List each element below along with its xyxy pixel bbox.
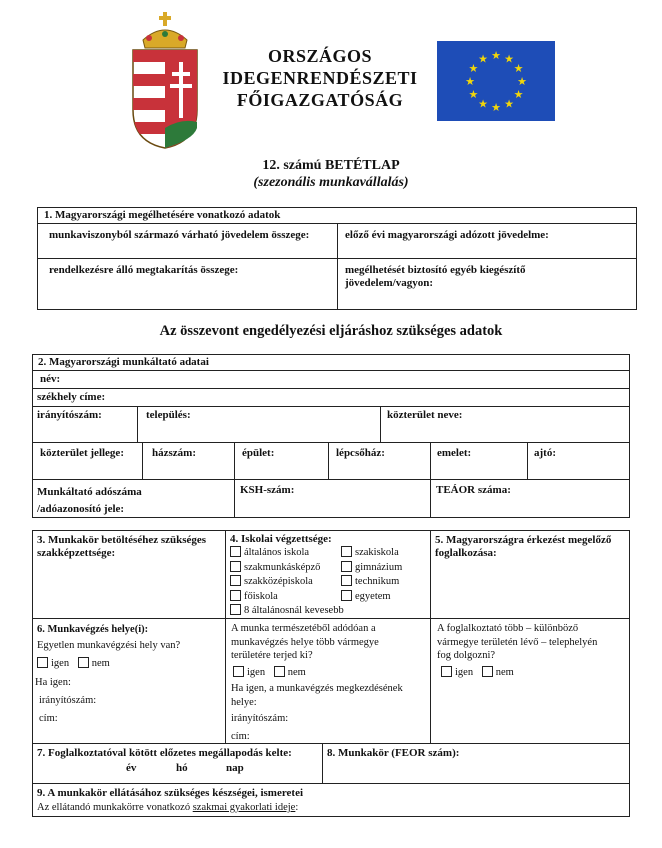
house-number-field[interactable]: házszám: xyxy=(152,447,196,459)
practice-time-suffix: : xyxy=(295,802,299,813)
yes-label: igen xyxy=(247,666,266,678)
checkbox-icon[interactable] xyxy=(233,666,244,677)
start-place-label: helye: xyxy=(231,696,257,708)
feor-number-field[interactable]: 8. Munkakör (FEOR szám): xyxy=(327,747,460,759)
public-area-name-field[interactable]: közterület neve: xyxy=(387,409,463,421)
single-workplace-question: Egyetlen munkavégzési hely van? xyxy=(37,640,181,651)
other-income-label: jövedelem/vagyon: xyxy=(345,277,433,289)
multi-county-question: munkavégzés helye több vármegye xyxy=(231,636,379,648)
education-option[interactable] xyxy=(341,590,402,605)
agreement-month-field[interactable]: hó xyxy=(176,762,188,774)
education-option[interactable] xyxy=(341,546,402,561)
workplace-address-field[interactable]: cím: xyxy=(39,713,58,724)
floor-field[interactable]: emelet: xyxy=(437,447,472,459)
multi-site-question: A foglalkoztató több – különböző xyxy=(437,623,579,634)
combined-procedure-heading: Az összevont engedélyezési eljáráshoz szükséges adatok xyxy=(159,323,503,339)
education-option-label: technikum xyxy=(355,576,400,587)
eu-star-icon: ★ xyxy=(504,97,514,111)
education-option[interactable] xyxy=(230,546,344,561)
section3-qualification-field[interactable] xyxy=(37,534,206,560)
section4-heading: 4. Iskolai végzettsége: xyxy=(230,533,332,545)
checkbox-icon[interactable] xyxy=(341,546,352,557)
ksh-number-field[interactable]: KSH-szám: xyxy=(240,484,295,496)
postcode-field[interactable]: irányítószám: xyxy=(37,409,102,421)
section9-heading: 9. A munkakör ellátásához szükséges készségei, ismeretei xyxy=(37,787,304,799)
agency-name-line: FŐIGAZGATÓSÁG xyxy=(236,90,404,110)
eu-star-icon: ★ xyxy=(513,88,524,101)
checkbox-icon[interactable] xyxy=(274,666,285,677)
workplace-postcode-field[interactable]: irányítószám: xyxy=(39,695,97,706)
education-option-label: általános iskola xyxy=(244,547,310,558)
checkbox-icon[interactable] xyxy=(230,546,241,557)
agency-name-line: ORSZÁGOS xyxy=(267,46,373,66)
single-workplace-options xyxy=(37,656,180,672)
checkbox-icon[interactable] xyxy=(230,561,241,572)
section5-label: foglalkozása: xyxy=(435,547,497,559)
education-left-options xyxy=(230,546,344,619)
practice-time-prefix: Az ellátandó munkakörre vonatkozó xyxy=(37,802,193,813)
multi-site-question: vármegye területén lévő – telephelyén xyxy=(437,636,598,648)
eu-star-icon: ★ xyxy=(504,52,514,66)
multi-site-question: fog dolgozni? xyxy=(437,650,496,661)
no-label: nem xyxy=(495,666,514,678)
teaor-number-field[interactable]: TEÁOR száma: xyxy=(436,484,511,496)
agency-name-line: IDEGENRENDÉSZETI xyxy=(222,68,418,88)
education-option[interactable] xyxy=(230,561,344,576)
education-option[interactable] xyxy=(230,575,344,590)
education-option[interactable] xyxy=(230,604,344,619)
checkbox-icon[interactable] xyxy=(37,657,48,668)
section1-heading: 1. Magyarországi megélhetésére vonatkozó adatok xyxy=(44,209,281,221)
education-option[interactable] xyxy=(341,575,402,590)
education-option-label: egyetem xyxy=(355,590,391,602)
checkbox-icon[interactable] xyxy=(230,575,241,586)
section3-label: 3. Munkakör betöltéséhez szükséges xyxy=(37,534,207,546)
door-field[interactable]: ajtó: xyxy=(534,447,556,459)
practice-time-underlined: szakmai gyakorlati ideje xyxy=(192,802,296,813)
staircase-field[interactable]: lépcsőház: xyxy=(336,447,385,459)
practice-time-field[interactable] xyxy=(37,801,298,814)
eu-star-icon: ★ xyxy=(468,62,479,75)
eu-flag xyxy=(437,41,555,121)
other-income-field[interactable] xyxy=(345,264,526,290)
multi-county-options xyxy=(233,666,403,680)
income-employment-field[interactable]: munkaviszonyból származó várható jövedelem összege: xyxy=(49,229,310,241)
employer-seat-field[interactable]: székhely címe: xyxy=(37,391,106,403)
agreement-day-field[interactable]: nap xyxy=(226,762,244,774)
yes-label: igen xyxy=(455,666,474,678)
section3-label: szakképzettsége: xyxy=(37,547,116,559)
eu-star-icon: ★ xyxy=(478,52,488,66)
checkbox-icon[interactable] xyxy=(441,666,452,677)
multi-county-question: A munka természetéből adódóan a xyxy=(231,623,376,634)
settlement-field[interactable]: település: xyxy=(146,409,191,421)
education-option-label: szakiskola xyxy=(355,547,399,558)
education-option-label: főiskola xyxy=(244,590,278,602)
multi-county-question: területére terjed ki? xyxy=(231,650,313,661)
public-area-type-field[interactable]: közterület jellege: xyxy=(40,447,124,459)
education-right-options xyxy=(341,546,402,604)
multi-site-options xyxy=(441,666,597,680)
yes-label: igen xyxy=(51,658,70,669)
checkbox-icon[interactable] xyxy=(230,590,241,601)
checkbox-icon[interactable] xyxy=(341,575,352,586)
checkbox-icon[interactable] xyxy=(341,590,352,601)
eu-star-icon: ★ xyxy=(465,75,475,88)
previous-year-income-field[interactable]: előző évi magyarországi adózott jövedelme: xyxy=(345,229,549,241)
section5-label: 5. Magyarországra érkezést megelőző xyxy=(435,534,612,546)
education-option[interactable] xyxy=(341,561,402,576)
agreement-year-field[interactable]: év xyxy=(126,762,137,774)
eu-star-icon: ★ xyxy=(517,75,527,88)
agency-name xyxy=(215,45,425,111)
section6-multi-county xyxy=(231,622,403,743)
section6-multi-site xyxy=(437,622,597,679)
eu-star-icon: ★ xyxy=(478,97,488,111)
employer-name-field[interactable]: név: xyxy=(40,373,61,385)
section7-heading: 7. Foglalkoztatóval kötött előzetes megállapodás kelte: xyxy=(37,747,292,759)
eu-star-icon: ★ xyxy=(513,62,524,75)
eu-star-icon: ★ xyxy=(491,101,501,114)
checkbox-icon[interactable] xyxy=(230,604,241,615)
employer-tax-field[interactable] xyxy=(37,484,142,518)
eu-star-icon: ★ xyxy=(468,88,479,101)
section2-heading: 2. Magyarországi munkáltató adatai xyxy=(38,356,209,368)
checkbox-icon[interactable] xyxy=(78,657,89,668)
start-place-postcode-field[interactable]: irányítószám: xyxy=(231,713,289,724)
eu-star-icon: ★ xyxy=(491,49,501,62)
section5-previous-occupation-field[interactable] xyxy=(435,534,611,560)
education-option-label: szakközépiskola xyxy=(244,576,313,587)
hungarian-coat-of-arms xyxy=(125,10,205,150)
other-income-label: megélhetését biztosító egyéb kiegészítő xyxy=(345,264,526,276)
checkbox-icon[interactable] xyxy=(341,561,352,572)
employer-tax-label: Munkáltató adószáma xyxy=(37,486,142,498)
education-option-label: szakmunkásképző xyxy=(244,561,321,573)
education-option[interactable] xyxy=(230,590,344,605)
no-label: nem xyxy=(91,658,110,669)
savings-field[interactable]: rendelkezésre álló megtakarítás összege: xyxy=(49,264,239,276)
section6-heading: 6. Munkavégzés helye(i): xyxy=(37,624,149,635)
form-subtitle: (szezonális munkavállalás) xyxy=(253,175,409,190)
form-title: 12. számú BETÉTLAP xyxy=(262,158,400,173)
employer-tax-label: /adóazonosító jele: xyxy=(37,503,125,515)
start-place-address-field[interactable]: cím: xyxy=(231,730,250,742)
start-place-label: Ha igen, a munkavégzés megkezdésének xyxy=(231,683,403,694)
if-yes-label: Ha igen: xyxy=(35,677,71,688)
checkbox-icon[interactable] xyxy=(482,666,493,677)
no-label: nem xyxy=(287,666,306,678)
education-option-label: 8 általánosnál kevesebb xyxy=(244,605,344,616)
section6-workplace xyxy=(37,622,180,727)
education-option-label: gimnázium xyxy=(355,561,403,573)
building-field[interactable]: épület: xyxy=(242,447,275,459)
